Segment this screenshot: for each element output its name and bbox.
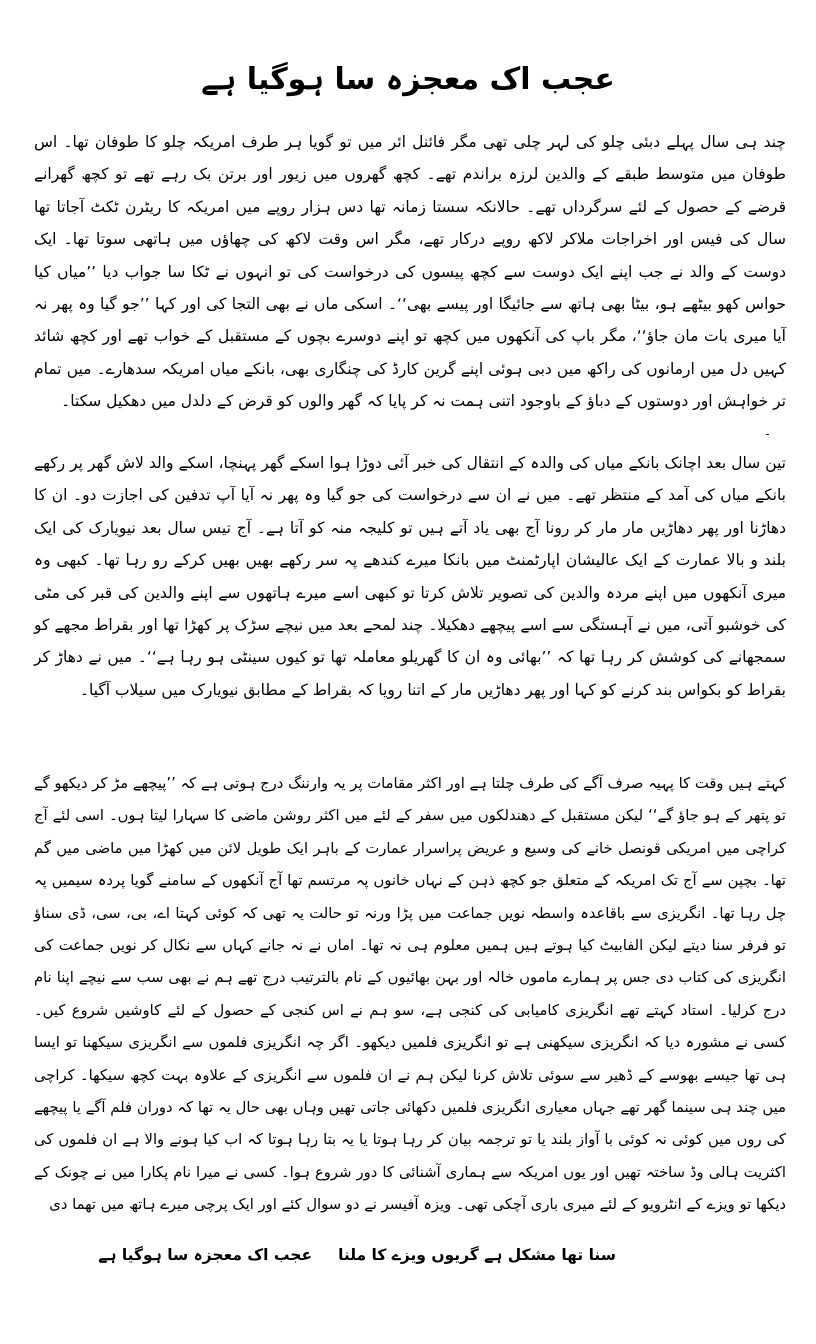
paragraph-2: تین سال بعد اچانک بانکے میاں کی والدہ کے انتقال کی خبر آئی دوڑا ہوا اسکے گھر پہنچا، اسکے والد لاش گھر پر رکھے بانکے میاں کی آمد کے منتظر تھے۔ میں نے ان سے درخواست کی جو گیا وہ پھر نہ آیا آپ تدفین کی اجازت دو۔ ان کا دھاڑنا اور پھر دھاڑیں مار مار کر رونا آج بھی یاد آتے ہیں تو کلیجہ منہ کو آتا ہے۔ آج تیس سال بعد نیویارک کی ایک بلند و بالا عمارت کے ایک عالیشان اپارٹمنٹ میں بانکا میرے کندھے پہ سر رکھے بھیں بھیں کرکے رو رہا تھا۔ کبھی وہ میری آنکھوں میں اپنے مردہ والدین کی تصویر تلاش کرتا تو کبھی اسے میرے ہاتھوں سے اپنے والدین کی قبر کی مٹی کی خوشبو آتی، میں نے آہستگی سے اسے پیچھے دھکیلا۔ چند لمحے بعد میں نیچے سڑک پر کھڑا تھا اور بقراط مجھے کو سمجھانے کی کوشش کر رہا تھا کہ ’’بھائی وہ ان کا گھریلو معاملہ تھا تو کیوں سینٹی ہو رہا ہے‘‘۔ میں نے دھاڑ کر بقراط کو بکواس بند کرنے کو کہا اور پھر دھاڑیں مار کے اتنا رویا کہ بقراط کے مطابق نیویارک میں سیلاب آگیا۔ bbox=[34, 454, 786, 699]
closing-verse-first-half: سنا تھا مشکل ہے گریوں ویزے کا ملنا bbox=[338, 1246, 616, 1264]
stray-mark: ـ bbox=[766, 427, 769, 438]
paragraph-1: چند ہی سال پہلے دبئی چلو کی لہر چلی تھی مگر فائنل ائر میں تو گویا ہر طرف امریکہ چلو کا طوفان تھا۔ اس طوفان میں متوسط طبقے کے والدین لرزہ براندم تھے۔ کچھ گھروں میں زیور اور برتن بک رہے تھے تو کچھ گھرانے قرضے کے حصول کے لئے سرگرداں تھے۔ حالانکہ سستا زمانہ تھا دس ہزار روپے میں امریکہ کا ریٹرن ٹکٹ آجاتا تھا سال کی فیس اور اخراجات ملاکر لاکھ روپے درکار تھے، مگر اس وقت لاکھ کی چھاؤں میں ہاتھی سوتا تھا۔ ایک دوست کے والد نے جب اپنے ایک دوست سے کچھ پیسوں کی درخواست کی تو انہوں نے ٹکا سا جواب دیا ’’میاں کیا حواس کھو بیٹھے ہو، بیٹا بھی ہاتھ سے جائیگا اور پیسے بھی‘‘۔ اسکی ماں نے بھی التجا کی اور کہا ’’جو گیا وہ پھر نہ آیا میری بات مان جاؤ‘‘، مگر باپ کی آنکھوں میں کچھ تو اپنے دوسرے بچوں کے مستقبل کے خواب تھے اور کچھ شائد کہیں دل میں ارمانوں کی راکھ میں دبی ہوئی اپنے گرین کارڈ کی چنگاری بھی، بانکے میاں امریکہ سدھارے۔ میں تمام تر خواہش اور دوستوں کے دباؤ کے باوجود اتنی ہمت نہ کر پایا کہ گھر والوں کو قرض کے دلدل میں دھکیل سکتا۔ bbox=[34, 133, 786, 411]
paragraph-3: کہتے ہیں وقت کا پہیہ صرف آگے کی طرف چلتا ہے اور اکثر مقامات پر یہ وارننگ درج ہوتی ہے کہ ’’پیچھے مڑ کر دیکھو گے تو پتھر کے ہو جاؤ گے‘‘ لیکن مستقبل کے دھندلکوں میں سفر کے لئے میں اکثر روشن ماضی کا سہارا لیتا ہوں۔ اسی لئے آج کراچی میں امریکی قونصل خانے کی وسیع و عریض پراسرار عمارت کے باہر ایک طویل لائن میں کھڑا میں ماضی میں گم تھا۔ بچپن سے آج تک امریکہ کے متعلق جو کچھ ذہن کے نہاں خانوں پہ مرتسم تھا آج آنکھوں کے سامنے گویا پردہ سیمیں پہ چل رہا تھا۔ انگریزی سے باقاعدہ واسطہ نویں جماعت میں پڑا ورنہ تو حالت یہ تھی کہ کوئی کہتا اے، بی، سی، ڈی سناؤ تو فرفر سنا دیتے لیکن الفابیٹ کیا ہوتے ہیں ہمیں معلوم ہی نہ تھا۔ اماں نے نہ جانے کہاں سے نکال کر نویں جماعت کی انگریزی کی کتاب دی جس پر ہمارے ماموں خالہ اور بہن بھائیوں کے نام بالترتیب درج تھے ہم نے بھی سب سے نیچے اپنا نام درج کرلیا۔ استاد کہتے تھے انگریزی کامیابی کی کنجی ہے، سو ہم نے اس کنجی کے حصول کے لئے کاوشیں شروع کیں۔ کسی نے مشورہ دیا کہ انگریزی سیکھنی ہے تو انگریزی فلمیں دیکھو۔ اگر چہ انگریزی فلموں سے انگریزی سیکھنا تو ایسا ہی تھا جیسے بھوسے کے ڈھیر سے سوئی تلاش کرنا لیکن ہم نے ان فلموں سے انگریزی کے علاوہ بہت کچھ سیکھا۔ کراچی میں چند ہی سینما گھر تھے جہاں معیاری انگریزی فلمیں دکھائی جاتی تھیں وہاں بھی حال یہ تھا کہ دوران فلم آگے یا پیچھے کی روں میں کوئی نہ کوئی با آواز بلند یا تو ترجمہ بیان کر رہا ہوتا یا یہ بتا رہا ہوتا کہ اب کیا ہونے والا ہے ان فلموں کی اکثریت ہالی وڈ ساختہ تھیں اور یوں امریکہ سے ہماری آشنائی کا دور شروع ہوا۔ کسی نے میرا نام پکارا میں نے چونک کے دیکھا تو ویزے کے انٹرویو کے لئے میری باری آچکی تھی۔ ویزہ آفیسر نے دو سوال کئے اور ایک پرچی میرے ہاتھ میں تھما دی bbox=[34, 775, 786, 1214]
page-title: عجب اک معجزہ سا ہوگیا ہے bbox=[201, 62, 615, 97]
closing-verse bbox=[98, 1240, 616, 1270]
closing-verse-second-half: عجب اک معجزہ سا ہوگیا ہے bbox=[98, 1246, 313, 1264]
